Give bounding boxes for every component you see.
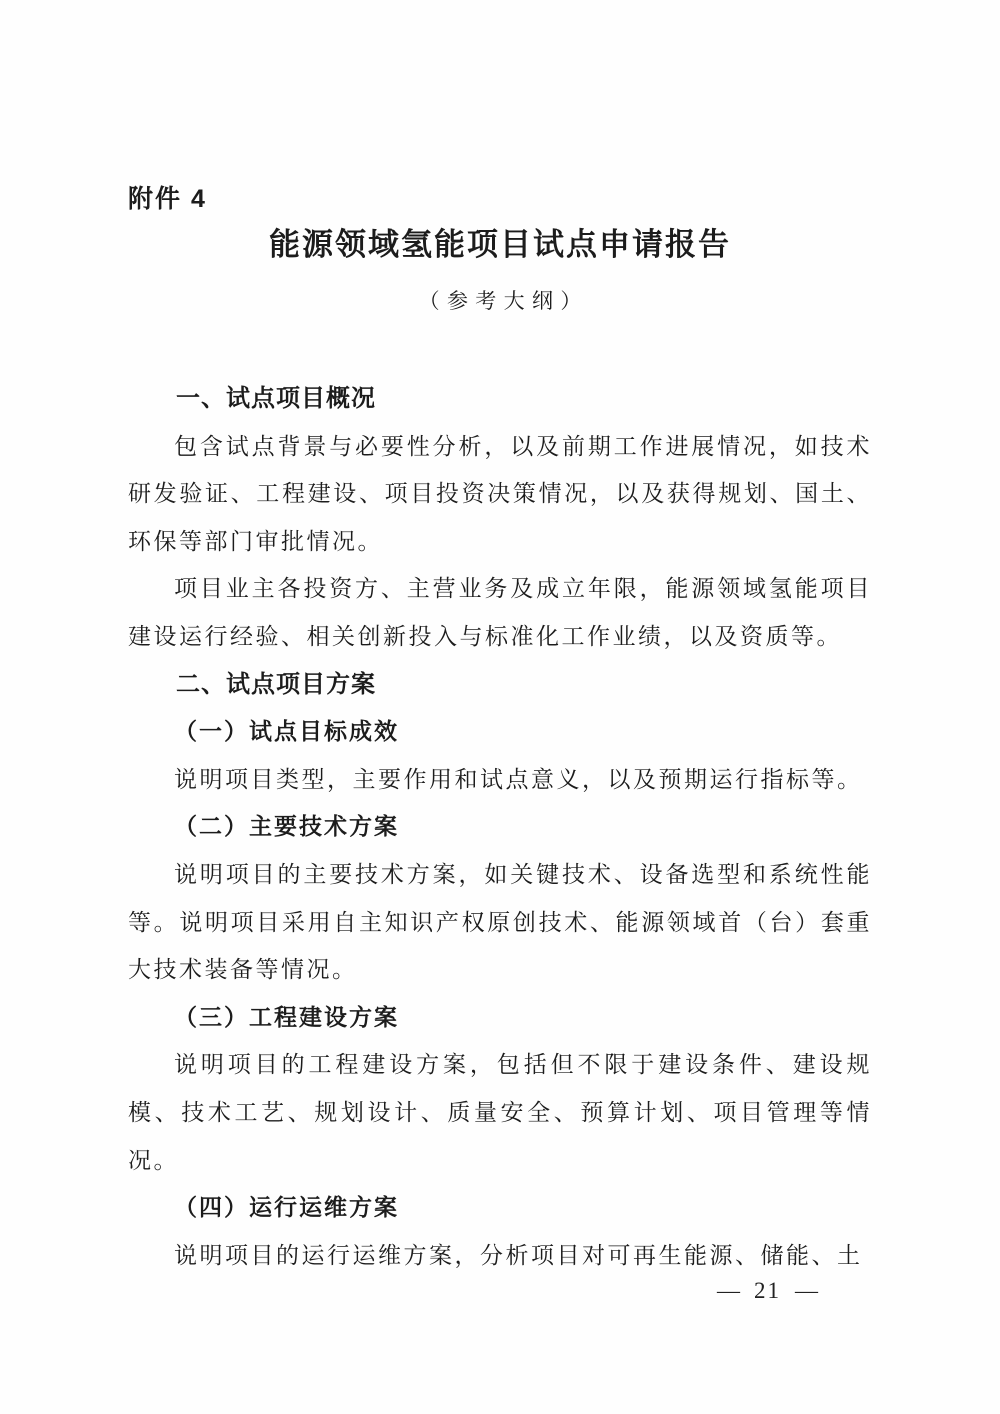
footer-right-dash: —	[795, 1278, 818, 1303]
sub-heading-2: （二）主要技术方案	[174, 814, 399, 840]
paragraph: 说明项目的主要技术方案，如关键技术、设备选型和系统性能等。说明项目采用自主知识产权原创技术、能源领域首（台）套重大技术装备等情况。	[128, 861, 872, 983]
page-number: 21	[754, 1278, 781, 1303]
section-heading-1: 一、试点项目概况	[176, 385, 376, 412]
paragraph: 项目业主各投资方、主营业务及成立年限，能源领域氢能项目建设运行经验、相关创新投入与标准化工作业绩，以及资质等。	[128, 576, 872, 649]
sub-heading-4: （四）运行运维方案	[174, 1195, 399, 1221]
sub-heading-1: （一）试点目标成效	[174, 719, 399, 745]
page-content	[128, 0, 872, 1279]
sub-heading-3: （三）工程建设方案	[174, 1004, 399, 1030]
paragraph: 包含试点背景与必要性分析，以及前期工作进展情况，如技术研发验证、工程建设、项目投资决策情况，以及获得规划、国土、环保等部门审批情况。	[128, 433, 872, 554]
document-subtitle: （参考大纲）	[418, 289, 589, 313]
paragraph: 说明项目的工程建设方案，包括但不限于建设条件、建设规模、技术工艺、规划设计、质量安全、预算计划、项目管理等情况。	[128, 1052, 872, 1173]
document-title: 能源领域氢能项目试点申请报告	[269, 227, 731, 262]
section-heading-2: 二、试点项目方案	[176, 670, 376, 698]
footer-left-dash: —	[717, 1278, 740, 1303]
attachment-label: 附件 4	[128, 185, 207, 213]
paragraph: 说明项目类型，主要作用和试点意义，以及预期运行指标等。	[174, 766, 863, 792]
document-body	[128, 375, 872, 1279]
page-number-footer	[703, 1276, 832, 1306]
paragraph: 说明项目的运行运维方案，分析项目对可再生能源、储能、土	[174, 1242, 863, 1268]
